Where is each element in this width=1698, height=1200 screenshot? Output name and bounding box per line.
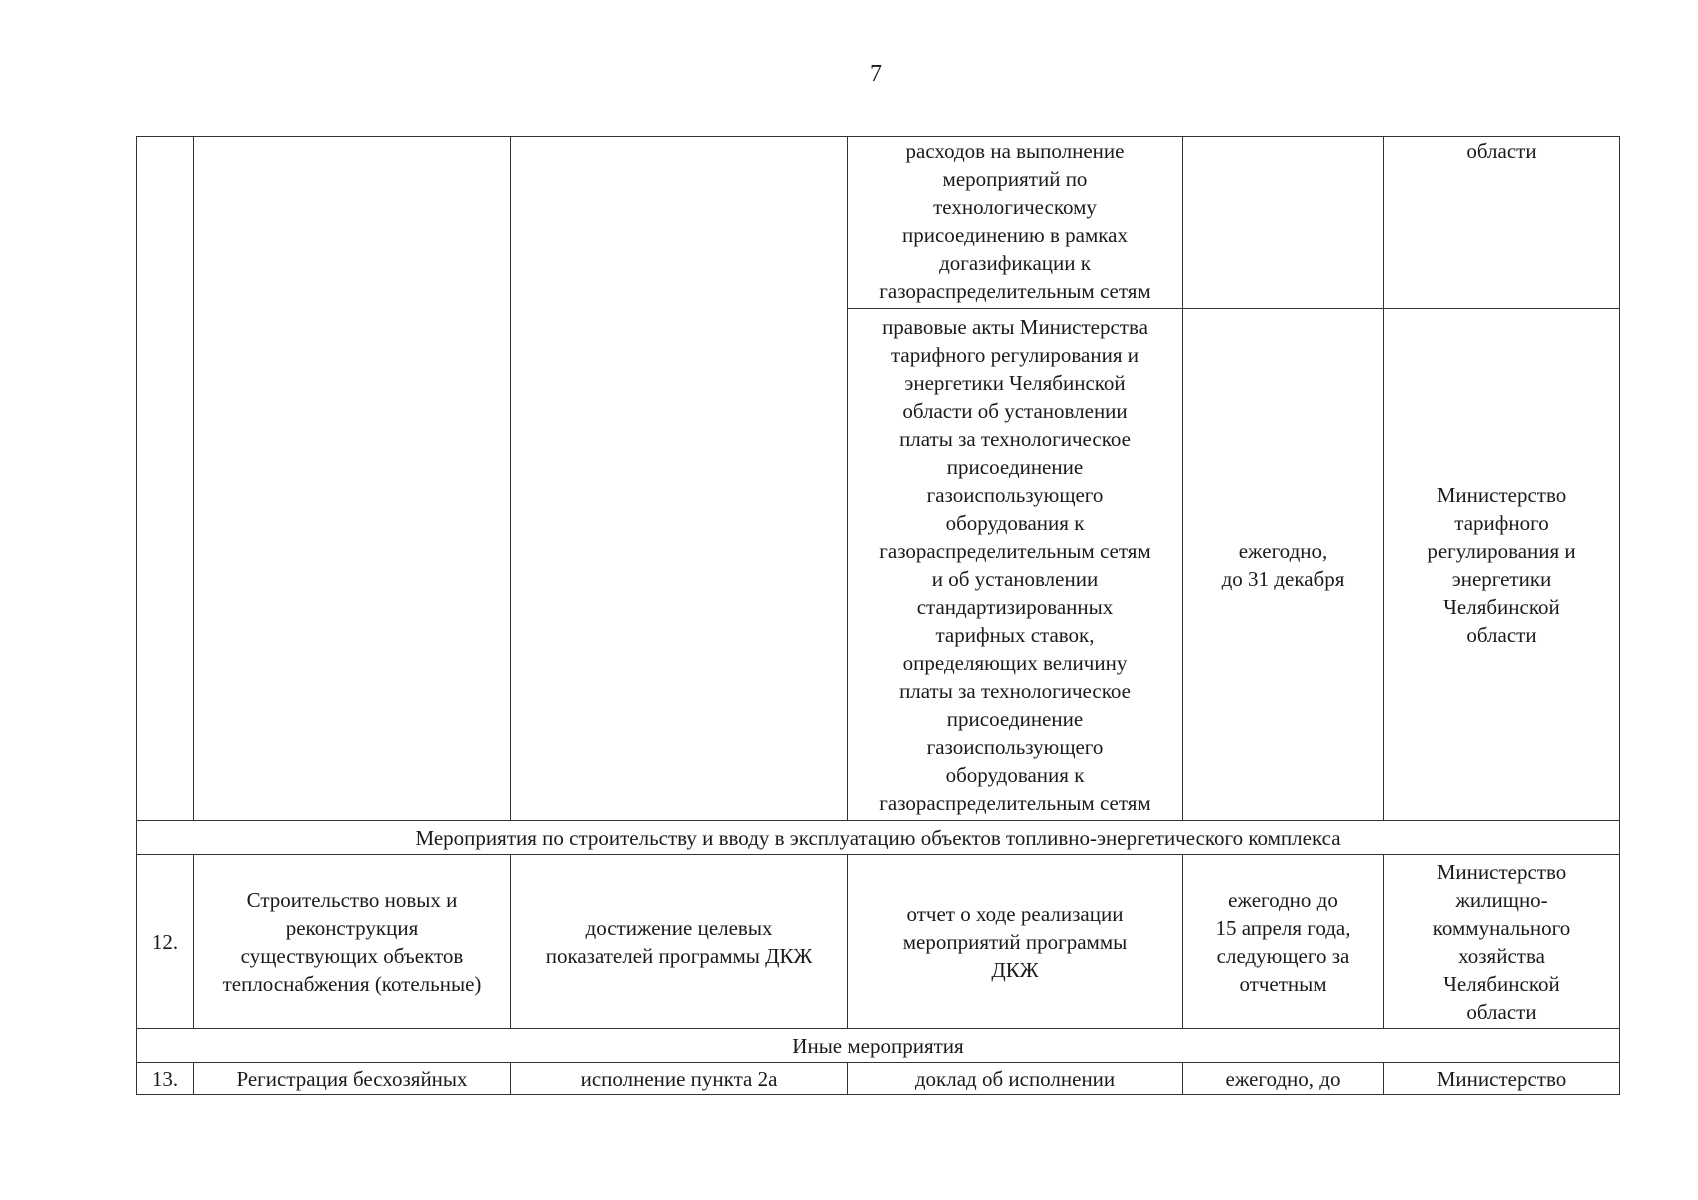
section-title: Иные мероприятия (137, 1029, 1620, 1063)
measures-table (136, 136, 1620, 1095)
number-cell: 13. (137, 1063, 194, 1095)
deadline-cell (1183, 137, 1384, 309)
deadline-cell: ежегодно, до 31 декабря (1183, 309, 1384, 821)
document-cell: расходов на выполнение мероприятий по технологическому присоединению в рамках догазификации к газораспределительным сетям (848, 137, 1183, 309)
number-cell: 12. (137, 855, 194, 1029)
deadline-cell: ежегодно до 15 апреля года, следующего за отчетным (1183, 855, 1384, 1029)
section-heading-row (137, 1029, 1620, 1063)
measure-cell: Регистрация бесхозяйных (194, 1063, 511, 1095)
executor-cell: Министерство жилищно- коммунального хозяйства Челябинской области (1384, 855, 1620, 1029)
result-cell: исполнение пункта 2а (511, 1063, 848, 1095)
table-row (137, 1063, 1620, 1095)
document-cell: доклад об исполнении (848, 1063, 1183, 1095)
page-number: 7 (870, 61, 882, 87)
section-heading-row (137, 821, 1620, 855)
executor-cell: Министерство (1384, 1063, 1620, 1095)
executor-cell: Министерство тарифного регулирования и энергетики Челябинской области (1384, 309, 1620, 821)
result-cell: достижение целевых показателей программы ДКЖ (511, 855, 848, 1029)
result-cell (511, 137, 848, 821)
section-title: Мероприятия по строительству и вводу в эксплуатацию объектов топливно-энергетического комплекса (137, 821, 1620, 855)
table-row (137, 137, 1620, 309)
table-row (137, 855, 1620, 1029)
document-cell: правовые акты Министерства тарифного регулирования и энергетики Челябинской области об установлении платы за технологическое присоединение газоиспользующего оборудования к газораспределительным сетям и об установлении стандартизированных тарифных ставок, определяющих величину платы за технологическое присоединение газоиспользующего оборудования к газораспределительным сетям (848, 309, 1183, 821)
measure-cell: Строительство новых и реконструкция существующих объектов теплоснабжения (котельные) (194, 855, 511, 1029)
document-cell: отчет о ходе реализации мероприятий программы ДКЖ (848, 855, 1183, 1029)
executor-cell: области (1384, 137, 1620, 309)
number-cell (137, 137, 194, 821)
measure-cell (194, 137, 511, 821)
deadline-cell: ежегодно, до (1183, 1063, 1384, 1095)
